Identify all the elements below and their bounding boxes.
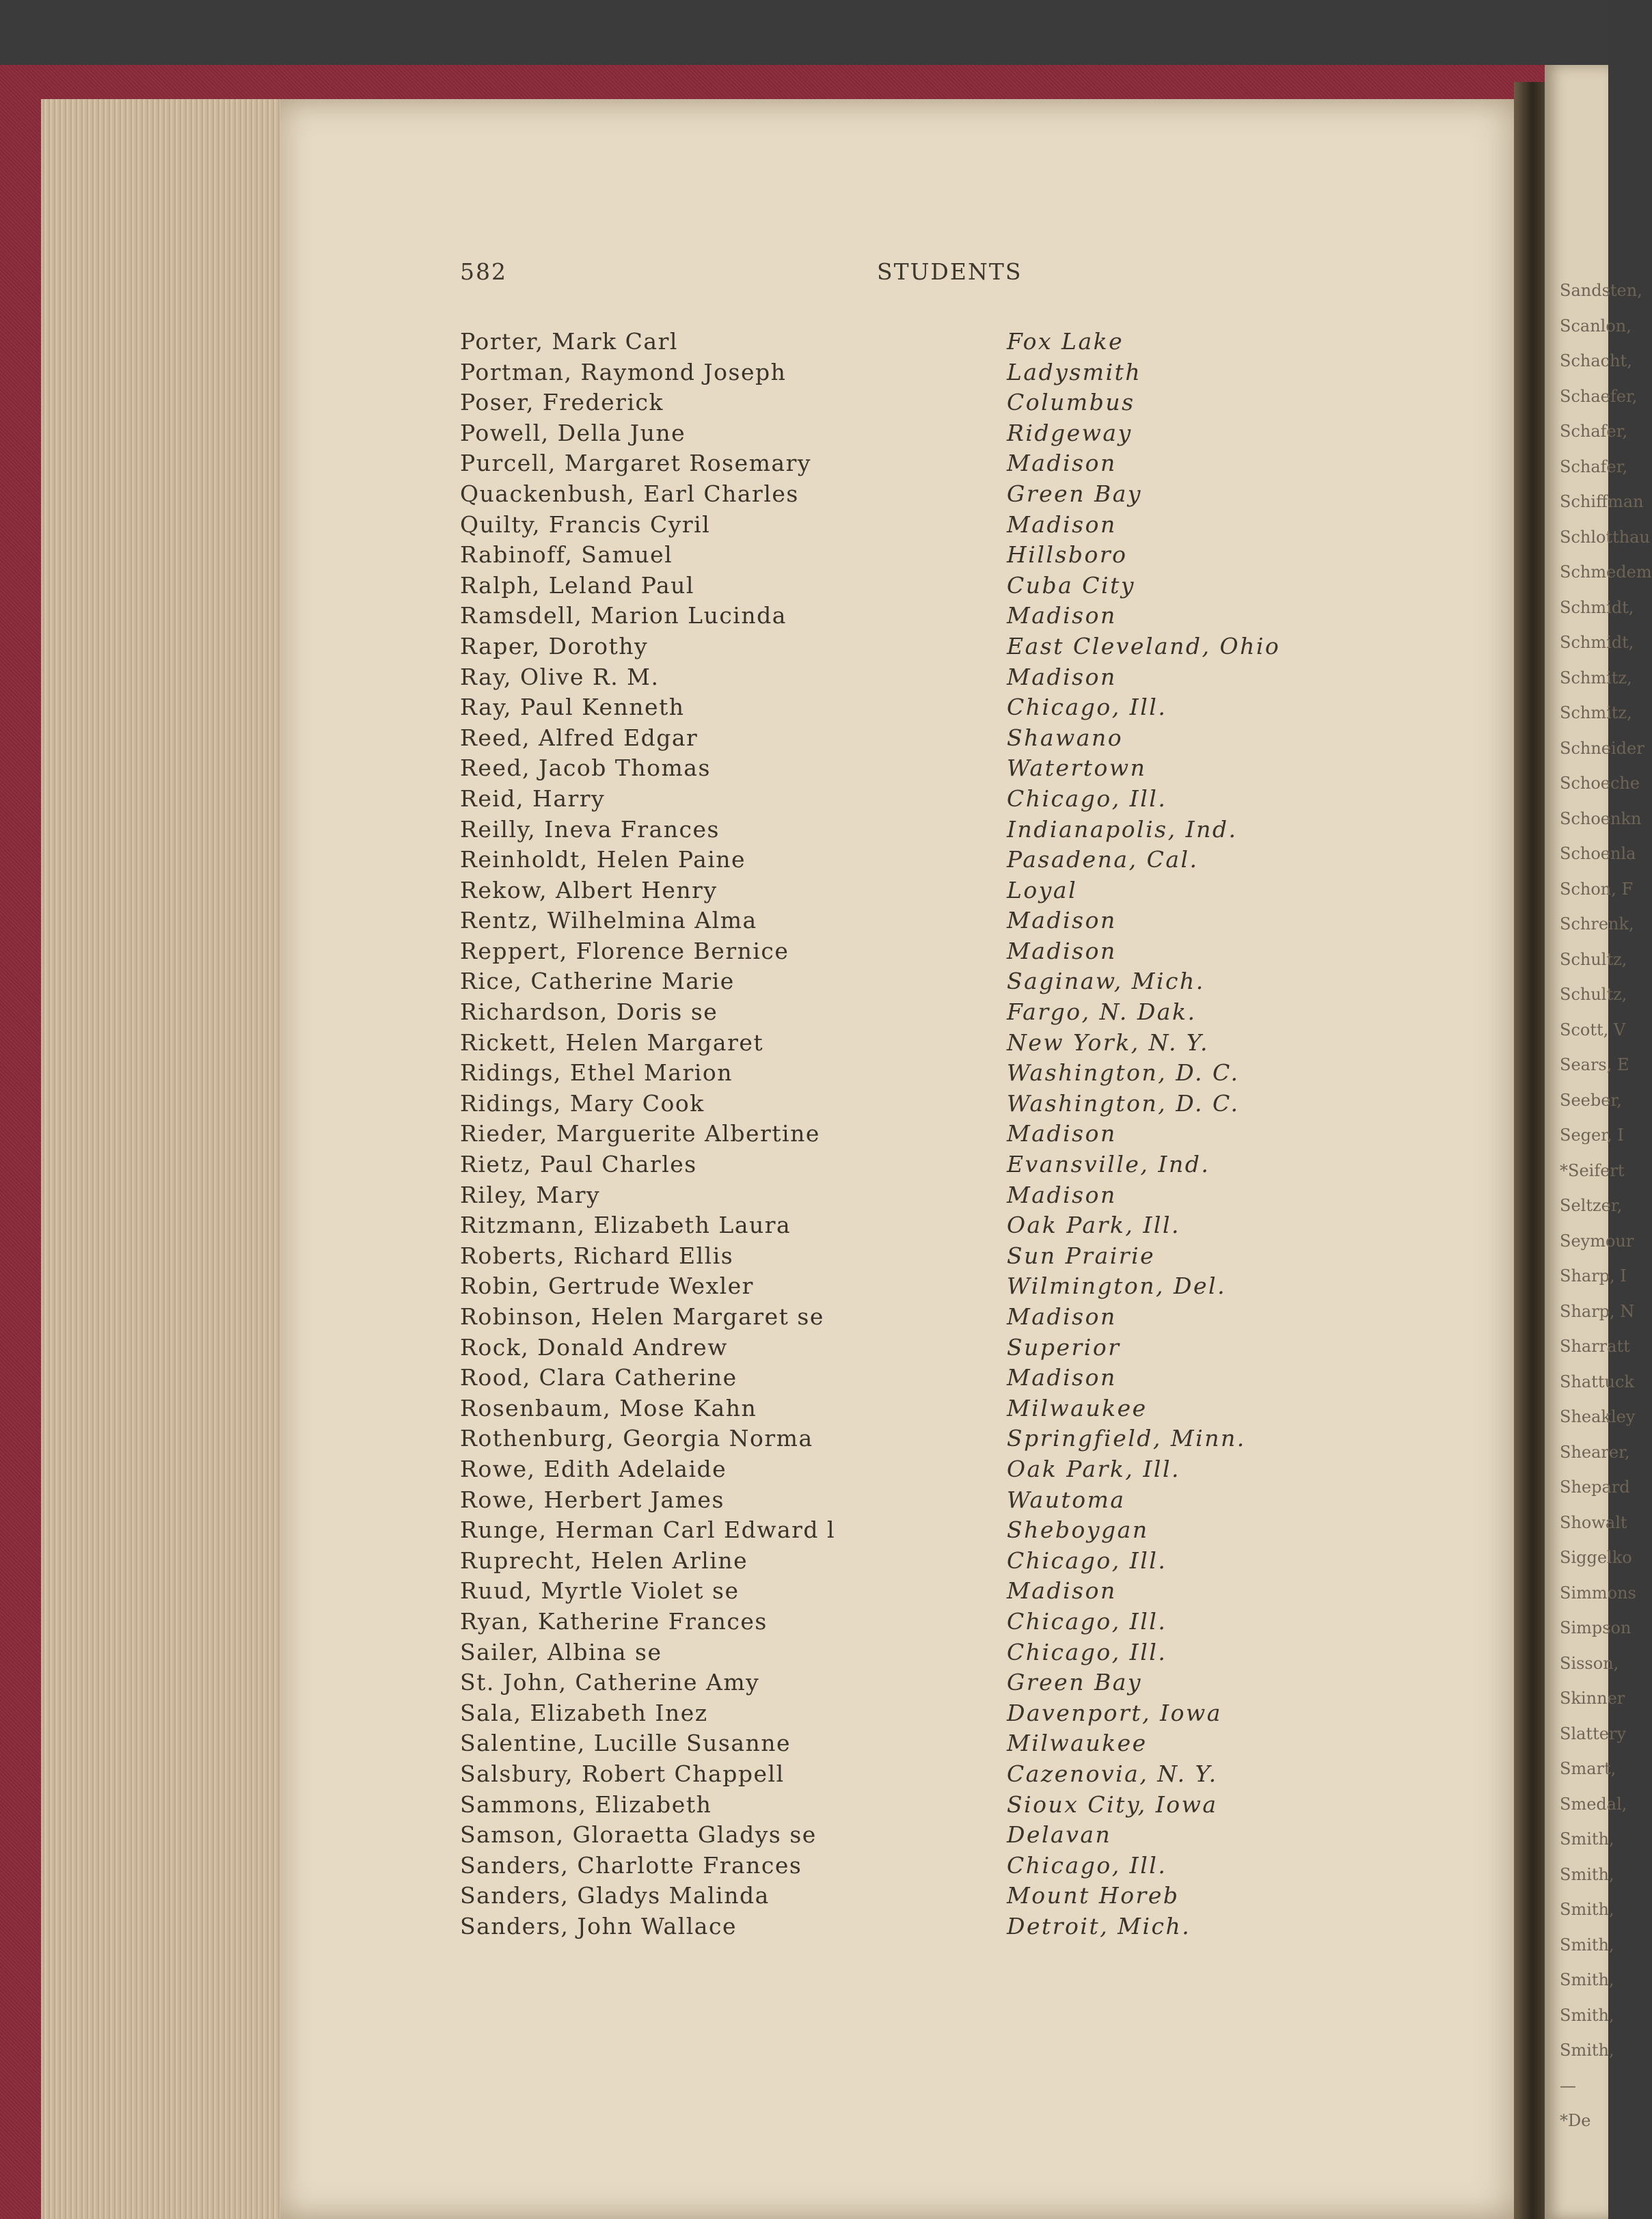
facing-page-fragment: Seger, I [1560, 1126, 1624, 1145]
facing-page-fragment: Smedal, [1560, 1794, 1627, 1814]
student-name: Rentz, Wilhelmina Alma [460, 907, 757, 934]
student-hometown: Madison [1007, 1303, 1117, 1330]
facing-page-fragment: Scanlon, [1560, 316, 1631, 336]
student-hometown: Madison [1007, 907, 1117, 934]
student-hometown: Watertown [1007, 754, 1147, 782]
facing-page-fragment: Scott, V [1560, 1020, 1626, 1039]
student-hometown: Cazenovia, N. Y. [1007, 1760, 1218, 1787]
student-hometown: Washington, D. C. [1007, 1089, 1240, 1117]
facing-page-fragment: Schultz, [1560, 949, 1627, 969]
student-list [460, 327, 1349, 1942]
page-edges [41, 99, 290, 2219]
facing-page-fragment: Simmons [1560, 1583, 1636, 1603]
student-name: Rice, Catherine Marie [460, 968, 735, 995]
list-item [460, 1820, 1349, 1851]
student-hometown: Ridgeway [1007, 419, 1133, 446]
student-name: Reinholdt, Helen Paine [460, 846, 746, 873]
student-name: Reed, Alfred Edgar [460, 724, 699, 751]
list-item [460, 875, 1349, 906]
student-name: Poser, Frederick [460, 389, 664, 416]
page-header [460, 258, 1143, 292]
list-item [460, 784, 1349, 815]
facing-page-fragment: Shearer, [1560, 1442, 1630, 1462]
facing-page-fragment: Schlotthau [1560, 527, 1650, 547]
list-item [460, 1089, 1349, 1119]
facing-page-fragment: Schoenla [1560, 844, 1636, 863]
facing-page-fragment: Schmedem [1560, 562, 1652, 582]
student-name: Rothenburg, Georgia Norma [460, 1425, 813, 1452]
facing-page-fragment: Smith, [1560, 1900, 1614, 1919]
facing-page [1545, 65, 1652, 2219]
student-hometown: Chicago, Ill. [1007, 694, 1167, 721]
student-name: Runge, Herman Carl Edward l [460, 1516, 836, 1544]
student-name: Salentine, Lucille Susanne [460, 1730, 791, 1757]
student-name: Ridings, Ethel Marion [460, 1059, 733, 1087]
facing-page-fragment: Sharp, I [1560, 1266, 1627, 1285]
student-hometown: Sun Prairie [1007, 1242, 1156, 1269]
student-name: Raper, Dorothy [460, 632, 649, 659]
list-item [460, 1241, 1349, 1272]
list-item [460, 1881, 1349, 1911]
student-name: St. John, Catherine Amy [460, 1669, 760, 1696]
facing-page-fragment: Skinner [1560, 1689, 1625, 1708]
student-hometown: Evansville, Ind. [1007, 1151, 1210, 1178]
facing-page-fragment: Smith, [1560, 1970, 1614, 1989]
student-name: Reid, Harry [460, 785, 606, 812]
student-name: Reilly, Ineva Frances [460, 815, 720, 843]
list-item [460, 1911, 1349, 1942]
student-name: Ralph, Leland Paul [460, 571, 694, 599]
student-hometown: Delavan [1007, 1821, 1112, 1849]
student-name: Salsbury, Robert Chappell [460, 1760, 785, 1787]
facing-page-fragment: Sharp, N [1560, 1301, 1635, 1321]
facing-page-fragment: — [1560, 2075, 1576, 2095]
list-item [460, 1607, 1349, 1637]
list-item [460, 1759, 1349, 1790]
student-name: Sammons, Elizabeth [460, 1791, 712, 1818]
student-hometown: Hillsboro [1007, 541, 1128, 569]
student-name: Robinson, Helen Margaret se [460, 1303, 824, 1330]
facing-page-fragment: *De [1560, 2111, 1591, 2130]
list-item [460, 540, 1349, 571]
facing-page-fragment: Schneider [1560, 738, 1644, 758]
list-item [460, 966, 1349, 997]
student-name: Quackenbush, Earl Charles [460, 480, 799, 507]
student-hometown: Shawano [1007, 724, 1124, 751]
list-item [460, 1546, 1349, 1577]
facing-page-fragment: Smith, [1560, 2005, 1614, 2025]
list-item [460, 1302, 1349, 1333]
list-item [460, 815, 1349, 845]
student-name: Rietz, Paul Charles [460, 1151, 697, 1178]
facing-page-fragment: Sandsten, [1560, 281, 1642, 300]
student-name: Ruud, Myrtle Violet se [460, 1577, 740, 1605]
list-item [460, 1363, 1349, 1393]
student-hometown: Madison [1007, 1120, 1117, 1147]
student-name: Rowe, Herbert James [460, 1486, 725, 1513]
list-item [460, 1210, 1349, 1241]
facing-page-fragment: Schafer, [1560, 457, 1628, 476]
student-hometown: Chicago, Ill. [1007, 1607, 1167, 1635]
list-item [460, 1698, 1349, 1729]
list-item [460, 662, 1349, 693]
student-name: Rieder, Marguerite Albertine [460, 1120, 820, 1147]
list-item [460, 753, 1349, 784]
student-hometown: Loyal [1007, 876, 1078, 903]
facing-page-fragment: Schoenkn [1560, 808, 1642, 828]
student-name: Sanders, Gladys Malinda [460, 1882, 770, 1909]
facing-page-fragment: Shepard [1560, 1478, 1630, 1497]
facing-page-fragment: Schaefer, [1560, 386, 1638, 406]
student-hometown: Chicago, Ill. [1007, 1851, 1167, 1879]
student-hometown: Washington, D. C. [1007, 1059, 1240, 1087]
facing-page-fragment: Sheakley [1560, 1407, 1636, 1426]
student-hometown: Fox Lake [1007, 328, 1124, 355]
student-name: Sanders, John Wallace [460, 1912, 737, 1939]
student-hometown: Chicago, Ill. [1007, 785, 1167, 812]
student-hometown: Ladysmith [1007, 358, 1142, 385]
student-name: Sailer, Albina se [460, 1638, 662, 1665]
student-hometown: Madison [1007, 663, 1117, 690]
student-hometown: Chicago, Ill. [1007, 1547, 1167, 1574]
student-name: Rood, Clara Catherine [460, 1364, 737, 1391]
student-name: Sala, Elizabeth Inez [460, 1699, 708, 1726]
student-hometown: Sioux City, Iowa [1007, 1791, 1218, 1818]
list-item [460, 510, 1349, 541]
student-hometown: Wilmington, Del. [1007, 1272, 1227, 1300]
list-item [460, 1790, 1349, 1821]
list-item [460, 571, 1349, 601]
facing-page-fragment: Schmidt, [1560, 633, 1634, 652]
facing-page-fragment: Seymour [1560, 1231, 1634, 1251]
list-item [460, 1393, 1349, 1424]
list-item [460, 387, 1349, 418]
student-hometown: Pasadena, Cal. [1007, 846, 1199, 873]
facing-page-fragment: Seeber, [1560, 1090, 1622, 1110]
student-hometown: Davenport, Iowa [1007, 1699, 1222, 1726]
student-hometown: Madison [1007, 937, 1117, 964]
facing-page-fragment: Sharratt [1560, 1337, 1630, 1356]
list-item [460, 845, 1349, 875]
facing-page-fragment: Shattuck [1560, 1372, 1634, 1391]
facing-page-fragment: Showalt [1560, 1512, 1627, 1532]
student-hometown: Mount Horeb [1007, 1882, 1180, 1909]
student-hometown: Madison [1007, 450, 1117, 477]
student-hometown: Sheboygan [1007, 1516, 1149, 1544]
list-item [460, 1028, 1349, 1059]
student-hometown: East Cleveland, Ohio [1007, 632, 1281, 659]
facing-page-fragment: Smith, [1560, 1829, 1614, 1849]
student-name: Ray, Olive R. M. [460, 663, 660, 690]
facing-page-fragment: *Seifert [1560, 1160, 1625, 1180]
facing-page-fragment: Slattery [1560, 1724, 1626, 1743]
facing-page-fragment: Seltzer, [1560, 1196, 1623, 1215]
list-item [460, 1576, 1349, 1607]
student-name: Rowe, Edith Adelaide [460, 1455, 727, 1482]
facing-page-fragment: Smith, [1560, 2041, 1614, 2060]
facing-page-fragment: Schiffman [1560, 492, 1644, 511]
student-hometown: Detroit, Mich. [1007, 1912, 1191, 1939]
facing-page-fragment: Schultz, [1560, 985, 1627, 1004]
student-hometown: Springfield, Minn. [1007, 1425, 1246, 1452]
list-item [460, 631, 1349, 662]
student-name: Rickett, Helen Margaret [460, 1029, 764, 1056]
student-name: Reed, Jacob Thomas [460, 754, 711, 782]
list-item [460, 1424, 1349, 1454]
student-hometown: Fargo, N. Dak. [1007, 998, 1197, 1026]
student-name: Sanders, Charlotte Frances [460, 1851, 802, 1879]
list-item [460, 1667, 1349, 1698]
student-hometown: New York, N. Y. [1007, 1029, 1209, 1056]
list-item [460, 479, 1349, 510]
list-item [460, 1728, 1349, 1759]
student-name: Roberts, Richard Ellis [460, 1242, 734, 1269]
facing-page-fragment: Smart, [1560, 1759, 1616, 1778]
list-item [460, 1333, 1349, 1363]
list-item [460, 692, 1349, 723]
list-item [460, 357, 1349, 388]
list-item [460, 1119, 1349, 1149]
student-name: Samson, Gloraetta Gladys se [460, 1821, 817, 1849]
student-name: Ray, Paul Kenneth [460, 694, 685, 721]
student-hometown: Madison [1007, 510, 1117, 538]
student-name: Purcell, Margaret Rosemary [460, 450, 811, 477]
student-hometown: Oak Park, Ill. [1007, 1455, 1180, 1482]
student-name: Rock, Donald Andrew [460, 1333, 728, 1361]
facing-page-fragment: Schacht, [1560, 351, 1632, 370]
list-item [460, 448, 1349, 479]
book-gutter [1514, 82, 1545, 2219]
list-item [460, 1485, 1349, 1516]
facing-page-fragment: Schrenk, [1560, 914, 1634, 934]
student-hometown: Wautoma [1007, 1486, 1126, 1513]
facing-page-fragment: Schmitz, [1560, 703, 1632, 722]
list-item [460, 1637, 1349, 1668]
student-name: Riley, Mary [460, 1181, 601, 1208]
list-item [460, 418, 1349, 449]
facing-page-fragment: Siggelko [1560, 1548, 1632, 1567]
list-item [460, 1271, 1349, 1302]
student-hometown: Milwaukee [1007, 1394, 1148, 1421]
student-name: Ramsdell, Marion Lucinda [460, 602, 787, 629]
list-item [460, 1851, 1349, 1881]
student-name: Reppert, Florence Bernice [460, 937, 789, 964]
student-name: Robin, Gertrude Wexler [460, 1272, 754, 1300]
student-name: Porter, Mark Carl [460, 328, 678, 355]
student-hometown: Cuba City [1007, 571, 1135, 599]
facing-page-fragment: Schon, F [1560, 879, 1634, 899]
page-number: 582 [460, 258, 507, 285]
student-hometown: Chicago, Ill. [1007, 1638, 1167, 1665]
student-name: Ruprecht, Helen Arline [460, 1547, 748, 1574]
student-name: Ridings, Mary Cook [460, 1089, 705, 1117]
facing-page-fragment: Simpson [1560, 1618, 1631, 1637]
student-name: Powell, Della June [460, 419, 686, 446]
list-item [460, 1454, 1349, 1485]
student-hometown: Green Bay [1007, 1669, 1143, 1696]
list-item [460, 906, 1349, 936]
list-item [460, 601, 1349, 631]
list-item [460, 327, 1349, 357]
student-hometown: Oak Park, Ill. [1007, 1212, 1180, 1239]
student-name: Richardson, Doris se [460, 998, 718, 1026]
facing-page-fragment: Smith, [1560, 1864, 1614, 1884]
student-hometown: Superior [1007, 1333, 1121, 1361]
list-item [460, 1515, 1349, 1546]
student-name: Ryan, Katherine Frances [460, 1607, 768, 1635]
student-hometown: Indianapolis, Ind. [1007, 815, 1238, 843]
student-hometown: Madison [1007, 602, 1117, 629]
student-hometown: Columbus [1007, 389, 1135, 416]
student-name: Rosenbaum, Mose Kahn [460, 1394, 757, 1421]
list-item [460, 1058, 1349, 1089]
student-name: Quilty, Francis Cyril [460, 510, 711, 538]
student-hometown: Green Bay [1007, 480, 1143, 507]
student-hometown: Madison [1007, 1364, 1117, 1391]
student-name: Portman, Raymond Joseph [460, 358, 787, 385]
facing-page-fragment: Smith, [1560, 1935, 1614, 1955]
facing-page-fragment: Schmitz, [1560, 668, 1632, 688]
list-item [460, 1149, 1349, 1180]
list-item [460, 723, 1349, 754]
student-hometown: Madison [1007, 1577, 1117, 1605]
student-hometown: Saginaw, Mich. [1007, 968, 1205, 995]
list-item [460, 997, 1349, 1028]
student-hometown: Milwaukee [1007, 1730, 1148, 1757]
list-item [460, 936, 1349, 967]
facing-page-fragment: Schmidt, [1560, 597, 1634, 617]
facing-page-fragment: Sears, E [1560, 1055, 1629, 1074]
student-name: Rekow, Albert Henry [460, 876, 718, 903]
list-item [460, 1180, 1349, 1211]
running-title: STUDENTS [877, 258, 1023, 285]
facing-page-fragment: Schafer, [1560, 422, 1628, 441]
facing-page-fragment: Schoeche [1560, 774, 1640, 793]
student-hometown: Madison [1007, 1181, 1117, 1208]
student-name: Rabinoff, Samuel [460, 541, 673, 569]
student-name: Ritzmann, Elizabeth Laura [460, 1212, 791, 1239]
facing-page-fragment: Sisson, [1560, 1653, 1619, 1673]
